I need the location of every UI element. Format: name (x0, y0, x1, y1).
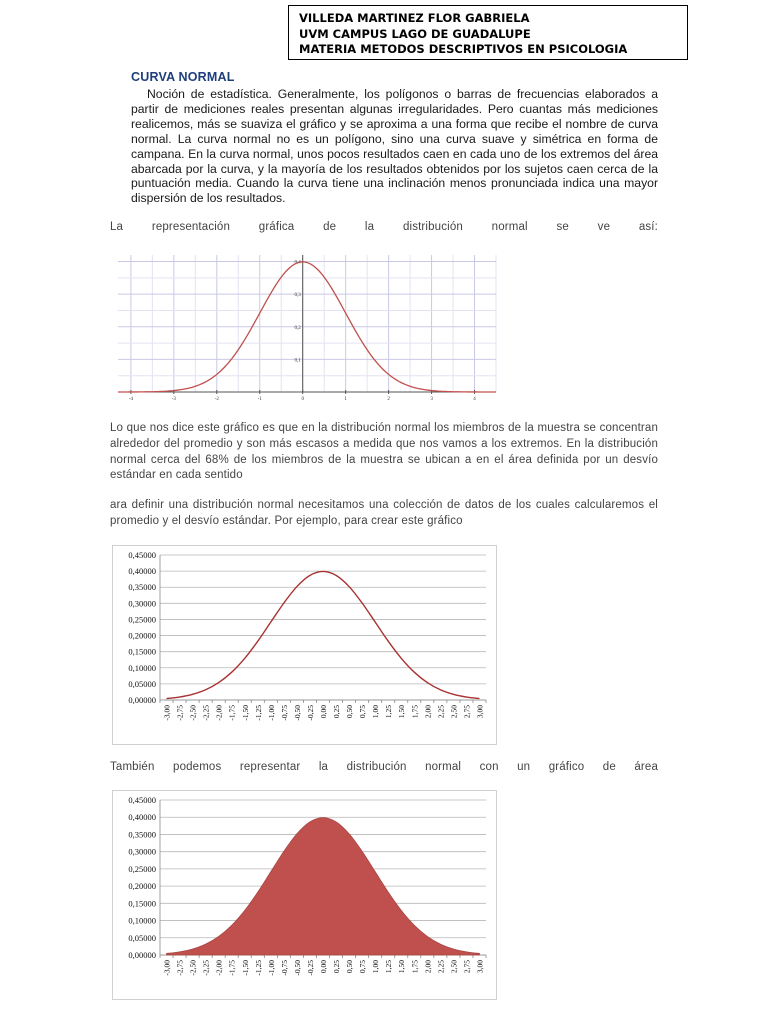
normal-line-chart (112, 545, 497, 745)
y-tick-label: 0,30000 (128, 846, 156, 857)
x-tick-label: -2,50 (188, 705, 198, 721)
x-tick-label: -1,50 (240, 960, 250, 976)
x-tick-label: -2,50 (188, 960, 198, 976)
x-tick-label: -1,25 (253, 705, 263, 721)
area-intro-paragraph: También podemos representar la distribución normal con un gráfico de área (110, 761, 658, 773)
y-tick-label: 0,45000 (128, 795, 156, 805)
x-tick-label: 0,75 (358, 960, 368, 974)
x-tick-label: 0,00 (319, 705, 328, 719)
y-tick-label: 0,00000 (128, 950, 156, 960)
course-name: MATERIA METODOS DESCRIPTIVOS EN PSICOLOGIA (299, 42, 628, 56)
header-box (288, 5, 688, 60)
define-paragraph: ara definir una distribución normal necesitamos una colección de datos de los cuales calcularemos el promedio y el desvío estándar. Por ejemplo, para crear este gráfico (110, 499, 658, 527)
x-tick-label: 2,50 (449, 705, 459, 719)
x-tick-label: -2,75 (175, 960, 185, 976)
y-tick-label: 0,2 (294, 325, 301, 331)
x-tick-label: -2,25 (201, 960, 211, 976)
y-tick-label: 0,4 (294, 260, 301, 266)
y-tick-label: 0,00000 (128, 695, 156, 705)
x-tick-label: 2,75 (462, 960, 472, 974)
x-tick-label: 2,00 (423, 705, 433, 719)
x-tick-label: -2,75 (175, 705, 185, 721)
y-tick-label: 0,15000 (128, 898, 156, 909)
y-tick-label: 0,05000 (128, 678, 156, 689)
x-tick-label: -1,25 (253, 960, 263, 976)
x-tick-label: 0,50 (345, 705, 355, 719)
x-tick-label: 4 (473, 397, 476, 402)
x-tick-label: -1,75 (227, 960, 237, 976)
x-tick-label: -2,25 (201, 705, 211, 721)
x-tick-label: 3,00 (475, 705, 485, 719)
meaning-paragraph: Lo que nos dice este gráfico es que en la distribución normal los miembros de la muestra se concentran alrededor del promedio y son más escasos a medida que nos vamos a los extremos. En la distribución normal cerca del 68% de los miembros de la muestra se ubican a en el área definida por un desvío estándar en cada sentido (110, 422, 658, 482)
x-tick-label: -2,00 (214, 705, 224, 721)
x-tick-label: -0,75 (279, 960, 289, 976)
author-name: VILLEDA MARTINEZ FLOR GABRIELA (299, 11, 530, 25)
x-tick-label: -3 (171, 397, 176, 402)
y-tick-label: 0,40000 (128, 812, 156, 823)
x-tick-label: 2,25 (436, 960, 446, 974)
y-tick-label: 0,20000 (128, 630, 156, 641)
normal-area-chart (112, 790, 497, 1000)
x-tick-label: 2,50 (449, 960, 459, 974)
x-tick-label: -0,25 (305, 705, 315, 721)
normal-curve-chart (113, 250, 498, 405)
x-tick-label: 1,50 (397, 705, 407, 719)
x-tick-label: -2,00 (214, 960, 224, 976)
x-tick-label: 0,25 (332, 705, 342, 719)
y-tick-label: 0,45000 (128, 550, 156, 560)
y-tick-label: 0,05000 (128, 932, 156, 943)
x-tick-label: 1,25 (384, 705, 394, 719)
x-tick-label: 2,25 (436, 705, 446, 719)
x-tick-label: -0,50 (292, 705, 302, 721)
x-tick-label: 0 (301, 397, 304, 402)
y-tick-label: 0,15000 (128, 646, 156, 657)
x-tick-label: -1,00 (266, 705, 276, 721)
plot-background (113, 250, 498, 405)
x-tick-label: 3,00 (475, 960, 485, 974)
x-tick-label: 1 (344, 397, 347, 402)
x-tick-label: -3,00 (162, 705, 172, 721)
x-tick-label: -1 (257, 397, 262, 402)
x-tick-label: 0,00 (319, 960, 328, 974)
x-tick-label: -0,25 (305, 960, 315, 976)
y-tick-label: 0,30000 (128, 598, 156, 609)
intro-paragraph: Noción de estadística. Generalmente, los polígonos o barras de frecuencias elaborados a partir de mediciones reales presentan algunas irregularidades. Pero cuantas más mediciones realicemos, más se suaviza el gráfico y se aproxima a una forma que recibe el nombre de curva normal. La curva normal no es un polígono, sino una curva suave y simétrica en forma de campana. En la curva normal, unos pocos resultados caen en cada uno de los extremos del área abarcada por la curva, y la mayoría de los resultados obtenidos por los sujetos caen cerca de la puntuación media. Cuando la curva tiene una inclinación menos pronunciada indica una mayor dispersión de los resultados. (131, 87, 658, 206)
x-tick-label: 2,00 (423, 960, 433, 974)
y-tick-label: 0,25000 (128, 863, 156, 874)
x-tick-label: -0,75 (279, 705, 289, 721)
y-tick-label: 0,3 (294, 293, 301, 299)
y-tick-label: 0,35000 (128, 829, 156, 840)
x-tick-label: 1,75 (410, 960, 420, 974)
x-tick-label: 0,50 (345, 960, 355, 974)
x-tick-label: 0,75 (358, 705, 368, 719)
y-tick-label: 0,1 (294, 358, 301, 364)
x-tick-label: -1,00 (266, 960, 276, 976)
x-tick-label: -1,50 (240, 705, 250, 721)
x-tick-label: 1,00 (371, 960, 381, 974)
x-tick-label: 0,25 (332, 960, 342, 974)
y-tick-label: 0,40000 (128, 566, 156, 577)
y-tick-label: 0,10000 (128, 915, 156, 926)
x-tick-label: 1,25 (384, 960, 394, 974)
x-tick-label: 1,50 (397, 960, 407, 974)
x-tick-label: 1,00 (371, 705, 381, 719)
y-tick-label: 0,25000 (128, 614, 156, 625)
section-title: CURVA NORMAL (131, 70, 235, 84)
x-tick-label: 1,75 (410, 705, 420, 719)
y-tick-label: 0,10000 (128, 662, 156, 673)
graph-intro-paragraph: La representación gráfica de la distribución normal se ve así: (110, 221, 658, 233)
x-tick-label: 3 (430, 397, 433, 402)
campus-name: UVM CAMPUS LAGO DE GUADALUPE (299, 26, 531, 41)
y-tick-label: 0,20000 (128, 881, 156, 892)
x-tick-label: 2,75 (462, 705, 472, 719)
x-tick-label: 2 (387, 397, 390, 402)
x-tick-label: -3,00 (162, 960, 172, 976)
x-tick-label: -0,50 (292, 960, 302, 976)
x-tick-label: -2 (214, 397, 219, 402)
x-tick-label: -1,75 (227, 705, 237, 721)
y-tick-label: 0,35000 (128, 582, 156, 593)
x-tick-label: -4 (128, 397, 133, 402)
